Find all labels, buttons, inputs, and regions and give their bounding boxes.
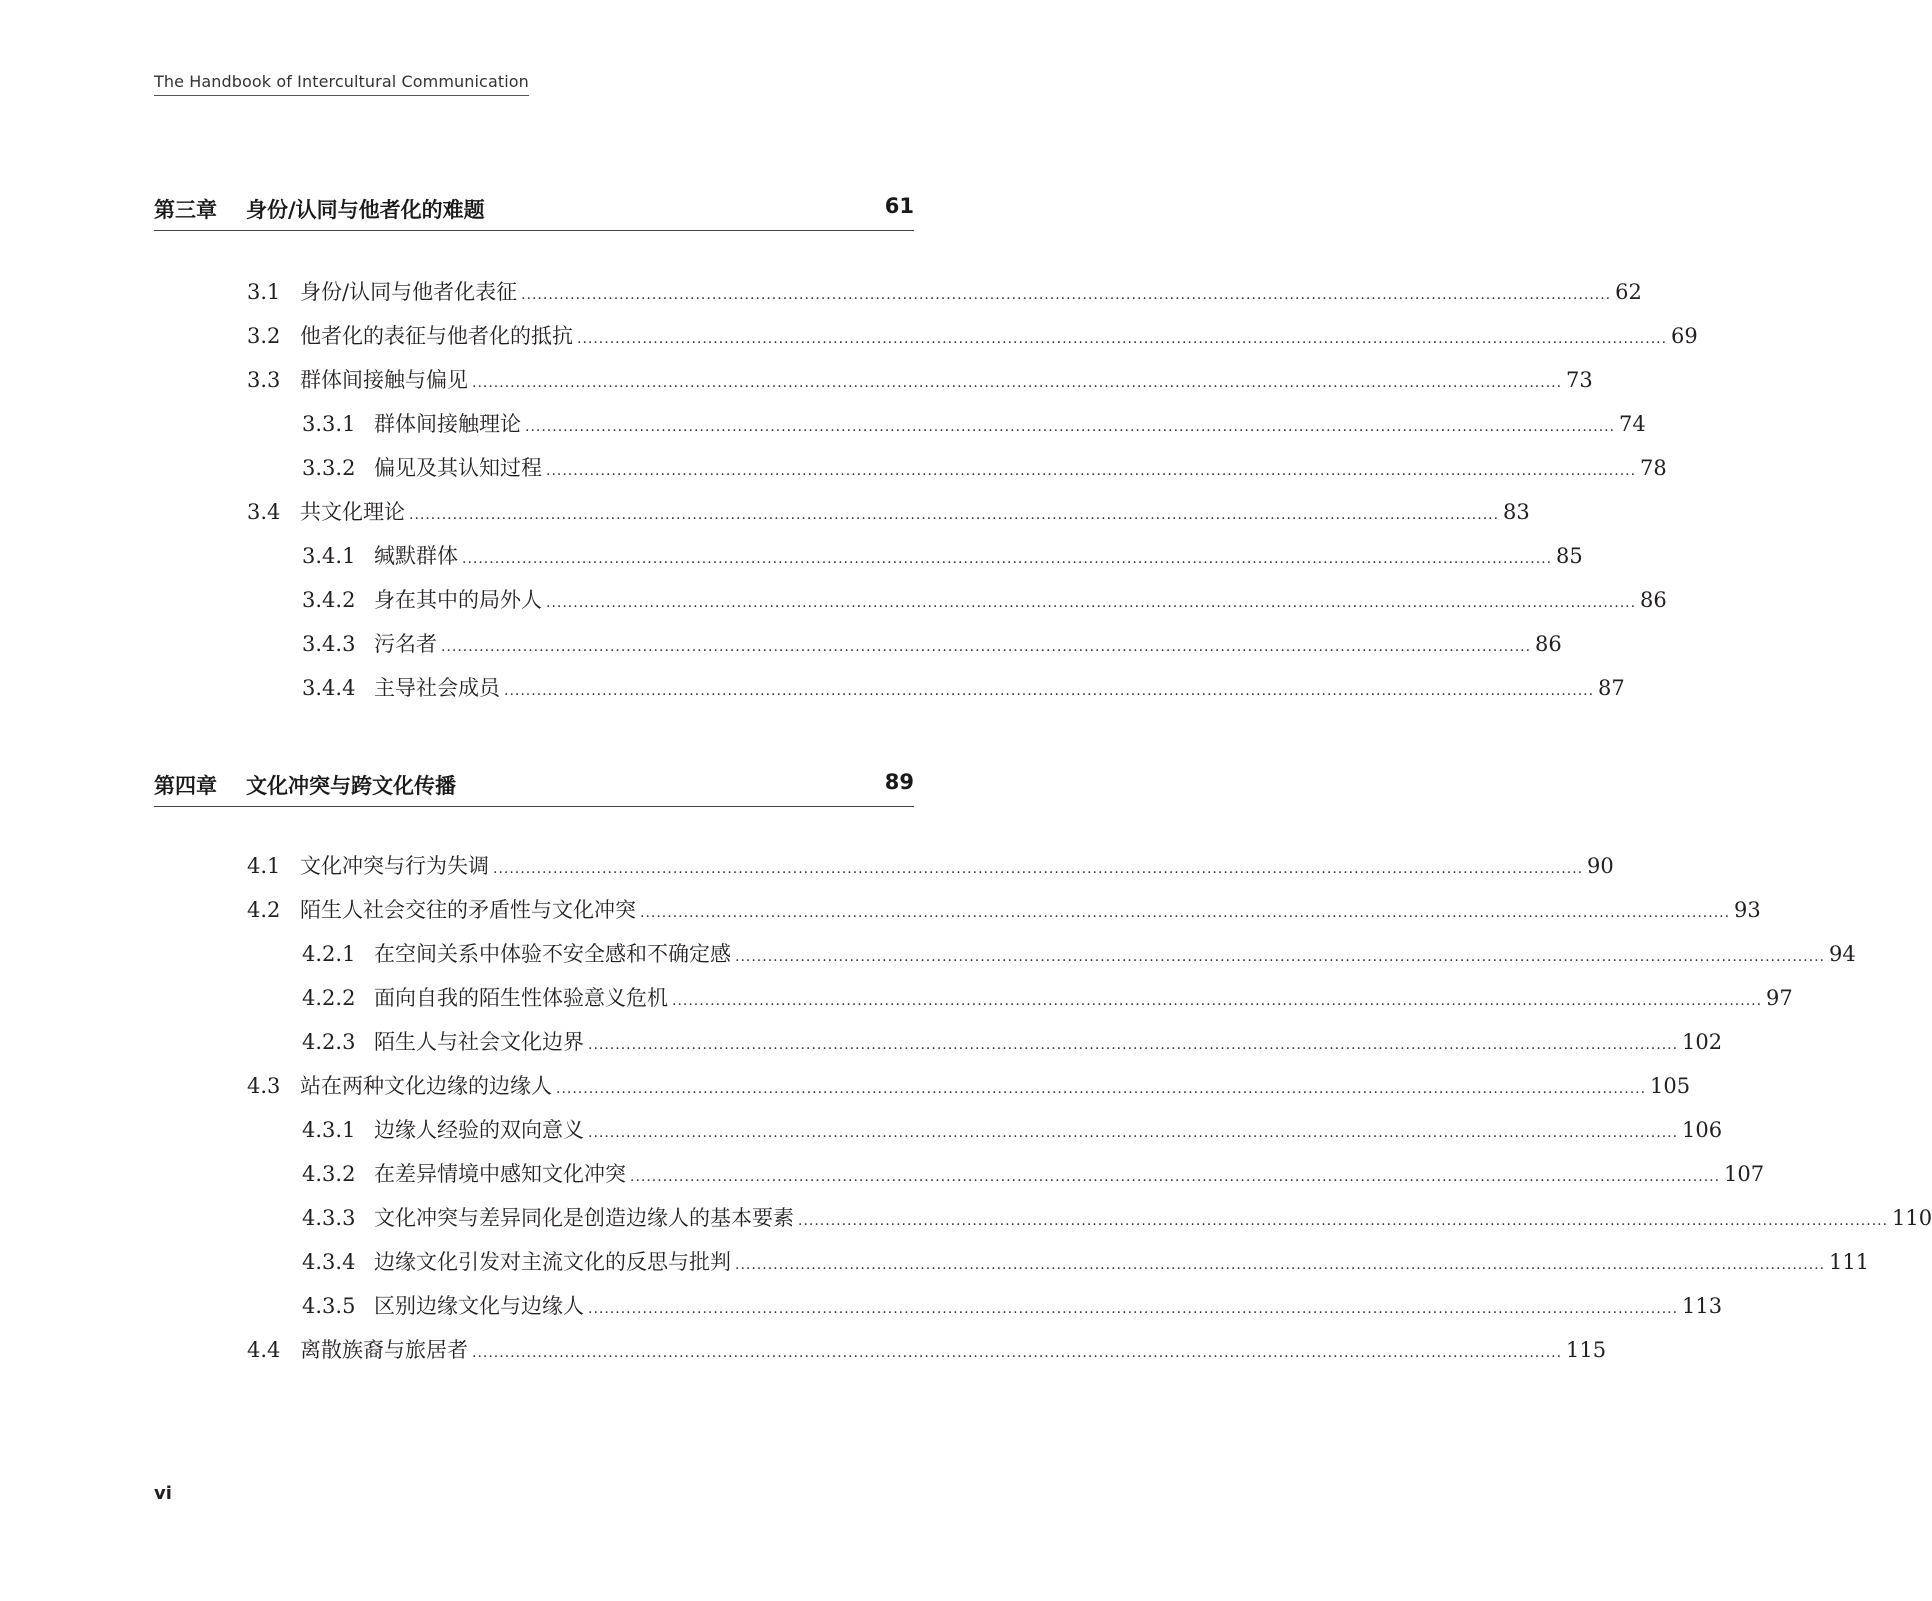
section-number: 3.2 xyxy=(247,324,281,348)
toc-entry[interactable] xyxy=(302,628,1562,658)
page-number: 78 xyxy=(1640,456,1667,480)
page-number: 107 xyxy=(1724,1162,1765,1186)
section-number: 4.2 xyxy=(247,898,281,922)
dot-leader: ........................................................................................................................................................................................................ xyxy=(735,949,1826,965)
toc-entry[interactable] xyxy=(302,1246,1870,1276)
section-number: 3.4 xyxy=(247,500,281,524)
page-number: 106 xyxy=(1682,1118,1723,1142)
dot-leader: ........................................................................................................................................................................................................ xyxy=(798,1213,1889,1229)
toc-entry[interactable] xyxy=(302,1158,1765,1188)
dot-leader: ........................................................................................................................................................................................................ xyxy=(521,287,1612,303)
page-number: 94 xyxy=(1829,942,1856,966)
section-title: 群体间接触与偏见 xyxy=(300,368,468,392)
section-title: 面向自我的陌生性体验意义危机 xyxy=(374,986,668,1010)
toc-entry[interactable] xyxy=(302,1290,1723,1320)
section-title: 陌生人与社会文化边界 xyxy=(374,1030,584,1054)
toc-entry[interactable] xyxy=(247,1334,1607,1364)
toc-entry[interactable] xyxy=(247,1070,1691,1100)
chapter-label: 第三章 xyxy=(154,198,217,222)
page-number: 90 xyxy=(1587,854,1614,878)
chapter-heading xyxy=(154,182,914,231)
section-number: 4.2.1 xyxy=(302,942,356,966)
section-number: 4.3.5 xyxy=(302,1294,356,1318)
section-number: 4.3.4 xyxy=(302,1250,356,1274)
dot-leader: ........................................................................................................................................................................................................ xyxy=(672,993,1763,1009)
toc-entry[interactable] xyxy=(302,452,1667,482)
dot-leader: ........................................................................................................................................................................................................ xyxy=(409,507,1500,523)
section-title: 偏见及其认知过程 xyxy=(374,456,542,480)
section-title: 缄默群体 xyxy=(374,544,458,568)
section-title: 身份/认同与他者化表征 xyxy=(300,280,518,304)
section-number: 4.2.2 xyxy=(302,986,356,1010)
chapter-label: 第四章 xyxy=(154,774,217,798)
page-number: 110 xyxy=(1892,1206,1932,1230)
toc-entry[interactable] xyxy=(302,1114,1723,1144)
section-number: 3.4.2 xyxy=(302,588,356,612)
toc-entry[interactable] xyxy=(302,1202,1932,1232)
section-title: 在差异情境中感知文化冲突 xyxy=(374,1162,626,1186)
chapter-page: 89 xyxy=(884,770,914,794)
dot-leader: ........................................................................................................................................................................................................ xyxy=(588,1037,1679,1053)
section-title: 文化冲突与行为失调 xyxy=(300,854,489,878)
section-number: 4.4 xyxy=(247,1338,281,1362)
dot-leader: ........................................................................................................................................................................................................ xyxy=(630,1169,1721,1185)
page-folio: vi xyxy=(154,1483,172,1504)
toc-entry[interactable] xyxy=(302,408,1646,438)
toc-entry[interactable] xyxy=(302,938,1856,968)
section-title: 身在其中的局外人 xyxy=(374,588,542,612)
page-number: 97 xyxy=(1766,986,1793,1010)
running-head: The Handbook of Intercultural Communication xyxy=(154,72,529,96)
section-title: 群体间接触理论 xyxy=(374,412,521,436)
section-number: 4.1 xyxy=(247,854,281,878)
section-number: 4.3.2 xyxy=(302,1162,356,1186)
toc-entry[interactable] xyxy=(302,982,1793,1012)
section-number: 3.3 xyxy=(247,368,281,392)
page-number: 62 xyxy=(1615,280,1642,304)
chapter-page: 61 xyxy=(884,194,914,218)
section-number: 3.4.3 xyxy=(302,632,356,656)
toc-entry[interactable] xyxy=(247,364,1593,394)
toc-entry[interactable] xyxy=(302,540,1583,570)
page-number: 86 xyxy=(1535,632,1562,656)
dot-leader: ........................................................................................................................................................................................................ xyxy=(504,683,1595,699)
toc-entry[interactable] xyxy=(302,672,1625,702)
page-number: 85 xyxy=(1556,544,1583,568)
chapter-title: 身份/认同与他者化的难题 xyxy=(246,198,485,222)
dot-leader: ........................................................................................................................................................................................................ xyxy=(546,595,1637,611)
toc-entry[interactable] xyxy=(302,584,1667,614)
toc-entry[interactable] xyxy=(247,320,1698,350)
dot-leader: ........................................................................................................................................................................................................ xyxy=(472,1345,1563,1361)
dot-leader: ........................................................................................................................................................................................................ xyxy=(493,861,1584,877)
section-title: 共文化理论 xyxy=(300,500,405,524)
section-title: 文化冲突与差异同化是创造边缘人的基本要素 xyxy=(374,1206,794,1230)
page-number: 105 xyxy=(1650,1074,1691,1098)
toc-entry[interactable] xyxy=(247,276,1642,306)
section-title: 陌生人社会交往的矛盾性与文化冲突 xyxy=(300,898,636,922)
section-title: 站在两种文化边缘的边缘人 xyxy=(300,1074,552,1098)
dot-leader: ........................................................................................................................................................................................................ xyxy=(556,1081,1647,1097)
section-number: 3.1 xyxy=(247,280,281,304)
dot-leader: ........................................................................................................................................................................................................ xyxy=(588,1125,1679,1141)
dot-leader: ........................................................................................................................................................................................................ xyxy=(441,639,1532,655)
page-number: 102 xyxy=(1682,1030,1723,1054)
section-title: 主导社会成员 xyxy=(374,676,500,700)
page-number: 115 xyxy=(1566,1338,1607,1362)
toc-entry[interactable] xyxy=(247,894,1761,924)
section-title: 边缘文化引发对主流文化的反思与批判 xyxy=(374,1250,731,1274)
section-number: 3.3.1 xyxy=(302,412,356,436)
toc-entry[interactable] xyxy=(247,496,1530,526)
section-title: 他者化的表征与他者化的抵抗 xyxy=(300,324,573,348)
page-number: 83 xyxy=(1503,500,1530,524)
section-title: 边缘人经验的双向意义 xyxy=(374,1118,584,1142)
section-number: 4.3.1 xyxy=(302,1118,356,1142)
chapter-heading xyxy=(154,758,914,807)
dot-leader: ........................................................................................................................................................................................................ xyxy=(640,905,1731,921)
page-number: 86 xyxy=(1640,588,1667,612)
page-number: 113 xyxy=(1682,1294,1723,1318)
page-number: 73 xyxy=(1566,368,1593,392)
page-number: 87 xyxy=(1598,676,1625,700)
dot-leader: ........................................................................................................................................................................................................ xyxy=(472,375,1563,391)
section-number: 3.4.4 xyxy=(302,676,356,700)
dot-leader: ........................................................................................................................................................................................................ xyxy=(588,1301,1679,1317)
page-number: 111 xyxy=(1829,1250,1870,1274)
section-title: 污名者 xyxy=(374,632,437,656)
dot-leader: ........................................................................................................................................................................................................ xyxy=(462,551,1553,567)
dot-leader: ........................................................................................................................................................................................................ xyxy=(577,331,1668,347)
section-number: 4.3 xyxy=(247,1074,281,1098)
section-title: 区别边缘文化与边缘人 xyxy=(374,1294,584,1318)
dot-leader: ........................................................................................................................................................................................................ xyxy=(525,419,1616,435)
toc-entry[interactable] xyxy=(302,1026,1723,1056)
page-number: 93 xyxy=(1734,898,1761,922)
toc-entry[interactable] xyxy=(247,850,1614,880)
chapter-title: 文化冲突与跨文化传播 xyxy=(246,774,456,798)
section-number: 4.3.3 xyxy=(302,1206,356,1230)
section-number: 3.3.2 xyxy=(302,456,356,480)
dot-leader: ........................................................................................................................................................................................................ xyxy=(735,1257,1826,1273)
page-number: 69 xyxy=(1671,324,1698,348)
dot-leader: ........................................................................................................................................................................................................ xyxy=(546,463,1637,479)
section-number: 3.4.1 xyxy=(302,544,356,568)
section-title: 在空间关系中体验不安全感和不确定感 xyxy=(374,942,731,966)
section-title: 离散族裔与旅居者 xyxy=(300,1338,468,1362)
section-number: 4.2.3 xyxy=(302,1030,356,1054)
page-number: 74 xyxy=(1619,412,1646,436)
